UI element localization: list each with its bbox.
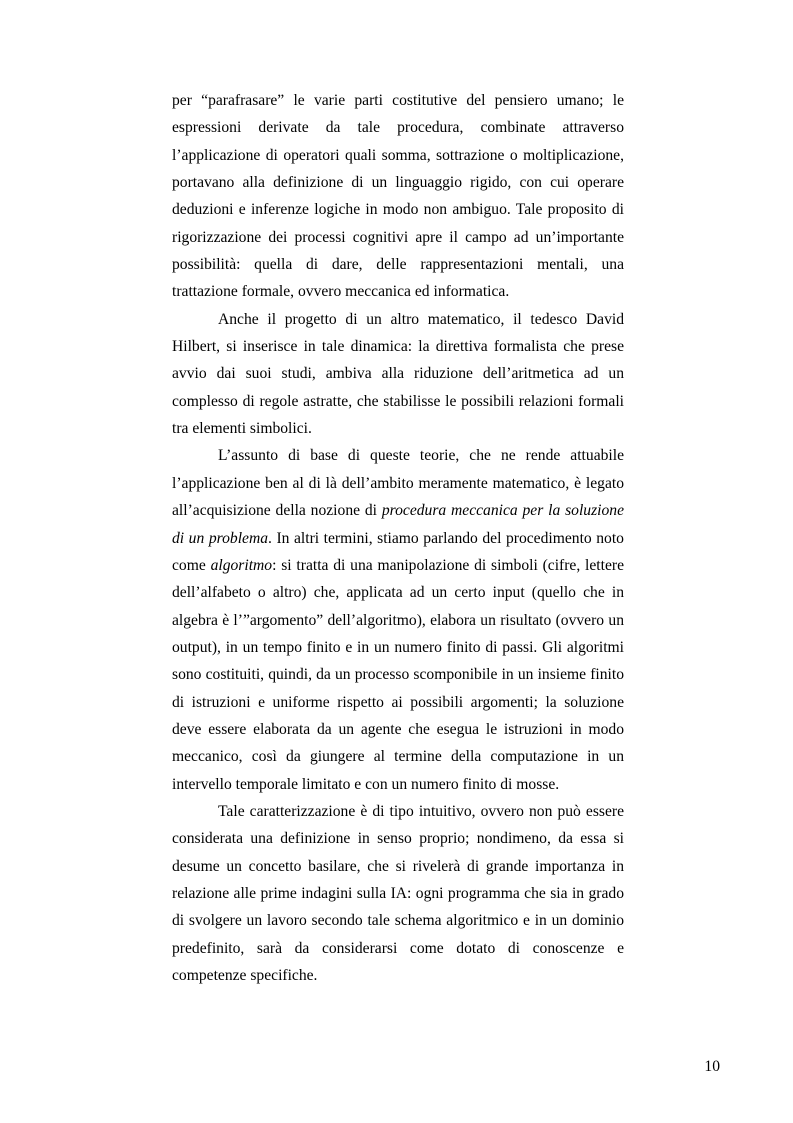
paragraph-2-text: Anche il progetto di un altro matematico, il tedesco David Hilbert, si inserisce in tale dinamica: la direttiva formalista che prese avvio dai suoi studi, ambiva alla riduzione dell’aritmetica ad un complesso di regole astratte, che stabilisse le possibili relazioni formali tra elementi simbolici. [172,310,624,438]
paragraph-4 [172,798,624,989]
paragraph-1-text: per “parafrasare” le varie parti costitutive del pensiero umano; le espressioni derivate da tale procedura, combinate attraverso l’applicazione di operatori quali somma, sottrazione o moltiplicazione, portavano alla definizione di un linguaggio rigido, con cui operare deduzioni e inferenze logiche in modo non ambiguo. Tale proposito di rigorizzazione dei processi cognitivi apre il campo ad un’importante possibilità: quella di dare, delle rappresentazioni mentali, una trattazione formale, ovvero meccanica ed informatica. [172,92,624,301]
paragraph-4-text: Tale caratterizzazione è di tipo intuitivo, ovvero non può essere considerata una definizione in senso proprio; nondimeno, da essa si desume un concetto basilare, che si rivelerà di grande importanza in relazione alle prime indagini sulla IA: ogni programma che sia in grado di svolgere un lavoro secondo tale schema algoritmico e in un dominio predefinito, sarà da considerarsi come dotato di conoscenze e competenze specifiche. [172,802,624,984]
paragraph-3-emphasis-algoritmo: algoritmo [210,556,273,574]
paragraph-3-text-c: : si tratta di una manipolazione di simboli (cifre, lettere dell’alfabeto o altro) che, applicata ad un certo input (quello che in algebra è l’”argomento” dell’algoritmo), elabora un risultato (ovvero un output), in un tempo finito e in un numero finito di passi. Gli algoritmi sono costituiti, quindi, da un processo scomponibile in un insieme finito di istruzioni e uniforme rispetto ai possibili argomenti; la soluzione deve essere elaborata da un agente che esegua le istruzioni in modo meccanico, così da giungere al termine della computazione in un intervello temporale limitato e con un numero finito di mosse. [172,556,624,793]
page-number: 10 [704,1058,720,1075]
body-text [172,87,624,989]
paragraph-1 [172,87,624,306]
paragraph-3 [172,442,624,797]
paragraph-2 [172,306,624,443]
paragraph-3-text-a: L’assunto di base di queste teorie, che ne rende attuabile l’applicazione ben al di là dell’ambito meramente matematico, è legato all’acquisizione della nozione di [172,447,624,520]
paragraph-3-text-b: . In altri termini, stiamo parlando del procedimento noto come [172,529,624,574]
paragraph-3-emphasis-procedura: procedura meccanica per la soluzione di un problema [172,502,624,547]
